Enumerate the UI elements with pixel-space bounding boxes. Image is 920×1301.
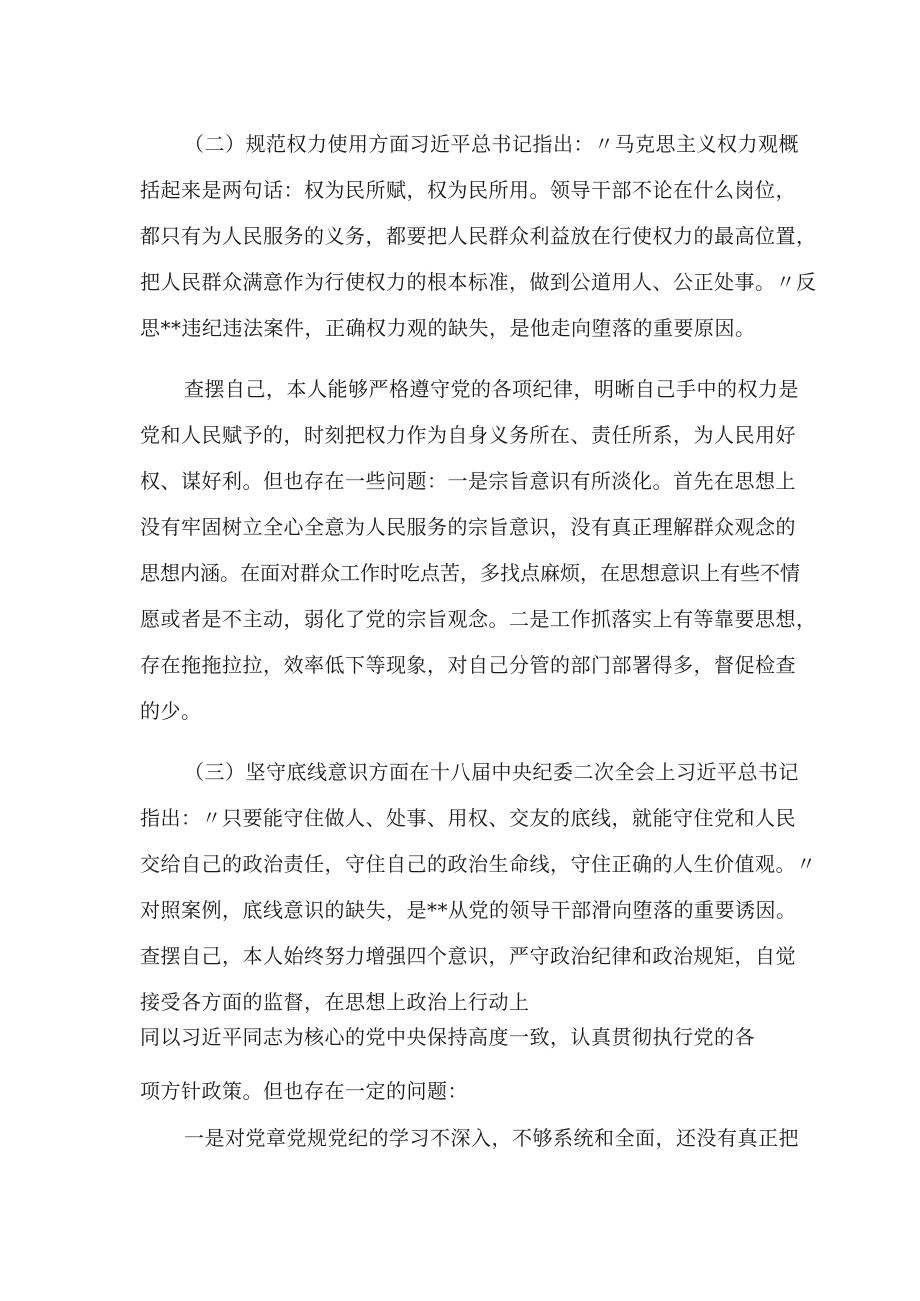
paragraph-2-line-4: 把人民群众满意作为行使权力的根本标准，做到公道用人、公正处事。〃反 <box>140 270 817 294</box>
paragraph-4-line-2: 指出：〃只要能守住做人、处事、用权、交友的底线，就能守住党和人民 <box>140 806 796 830</box>
paragraph-4-line-5: 查摆自己，本人始终努力增强四个意识，严守政治纪律和政治规矩，自觉 <box>140 944 796 968</box>
paragraph-4-line-3: 交给自己的政治责任，守住自己的政治生命线，守住正确的人生价值观。〃 <box>140 852 817 876</box>
paragraph-3-line-5: 思想内涵。在面对群众工作时吃点苦，多找点麻烦，在思想意识上有些不情 <box>140 561 800 585</box>
paragraph-3-line-8: 的少。 <box>140 699 202 723</box>
paragraph-5-line-1: 一是对党章党规党纪的学习不深入，不够系统和全面，还没有真正把 <box>184 1126 799 1150</box>
paragraph-2-line-2: 括起来是两句话：权为民所赋，权为民所用。领导干部不论在什么岗位， <box>140 178 796 202</box>
paragraph-2-line-3: 都只有为人民服务的义务，都要把人民群众利益放在行使权力的最高位置， <box>140 224 817 248</box>
paragraph-4-line-1: （三）坚守底线意识方面在十八届中央纪委二次全会上习近平总书记 <box>184 760 799 784</box>
paragraph-3-line-7: 存在拖拖拉拉，效率低下等现象，对自己分管的部门部署得多，督促检查 <box>140 653 796 677</box>
paragraph-4-line-7: 同以习近平同志为核心的党中央保持高度一致，认真贯彻执行党的各 <box>140 1025 755 1049</box>
paragraph-4-line-4: 对照案例，底线意识的缺失，是**从党的领导干部滑向堕落的重要诱因。 <box>140 898 797 922</box>
paragraph-4-line-8: 项方针政策。但也存在一定的问题： <box>140 1079 468 1103</box>
paragraph-3-line-1: 查摆自己，本人能够严格遵守党的各项纪律，明晰自己手中的权力是 <box>184 377 799 401</box>
paragraph-3-line-4: 没有牢固树立全心全意为人民服务的宗旨意识，没有真正理解群众观念的 <box>140 515 796 539</box>
paragraph-3-line-2: 党和人民赋予的，时刻把权力作为自身义务所在、责任所系，为人民用好 <box>140 423 796 447</box>
paragraph-2-line-5: 思**违纪违法案件，正确权力观的缺失，是他走向堕落的重要原因。 <box>140 316 756 340</box>
paragraph-4-line-6: 接受各方面的监督，在思想上政治上行动上 <box>140 990 530 1014</box>
paragraph-3-line-3: 权、谋好利。但也存在一些问题：一是宗旨意识有所淡化。首先在思想上 <box>140 469 796 493</box>
paragraph-2-line-1: （二）规范权力使用方面习近平总书记指出：〃马克思主义权力观概 <box>184 132 799 156</box>
paragraph-3-line-6: 愿或者是不主动，弱化了党的宗旨观念。二是工作抓落实上有等靠要思想， <box>140 607 817 631</box>
